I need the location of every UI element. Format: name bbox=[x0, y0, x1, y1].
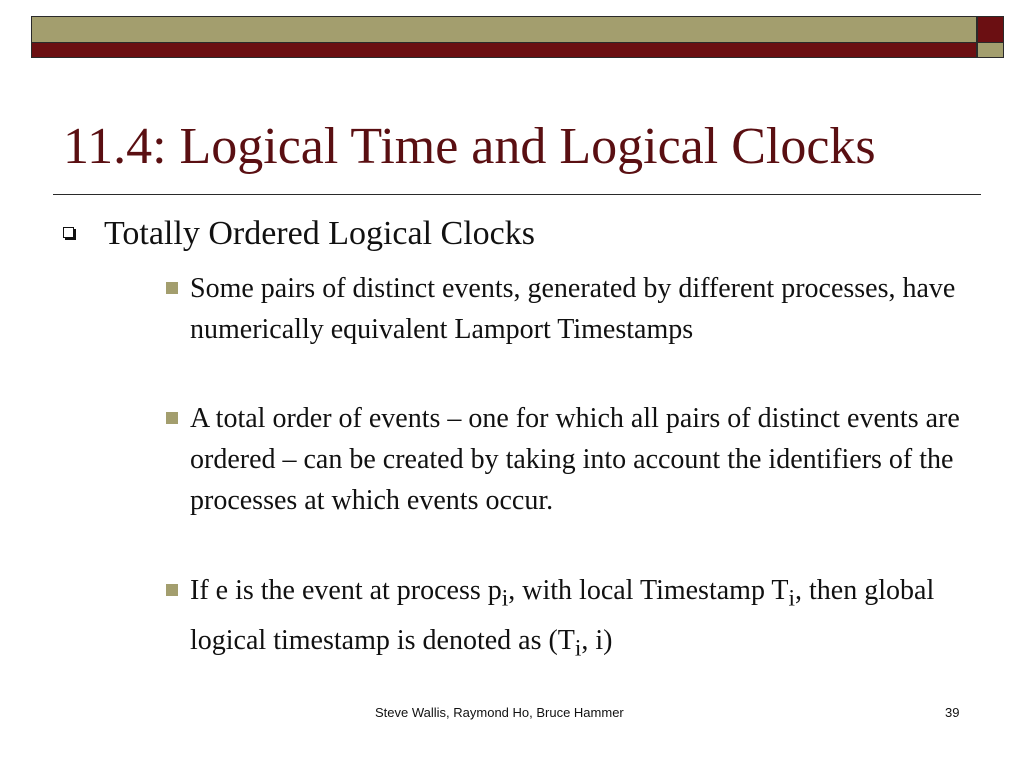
header-square-olive bbox=[977, 42, 1004, 58]
page-number: 39 bbox=[945, 705, 960, 720]
square-bullet-icon bbox=[166, 282, 178, 294]
b3-part4: , i) bbox=[581, 624, 613, 656]
sub-bullet-text-3 bbox=[190, 570, 966, 669]
square-bullet-icon bbox=[166, 584, 178, 596]
b3-part1: If e is the event at process p bbox=[190, 575, 502, 606]
b3-part2: , with local Timestamp T bbox=[508, 575, 789, 606]
b3-sub2: i bbox=[788, 585, 796, 612]
b3-sub3: i bbox=[574, 635, 582, 662]
box-bullet-icon bbox=[63, 227, 74, 238]
sub-bullet-item-3 bbox=[166, 570, 966, 669]
b3-part3: , then global logical timestamp is denoted as (T bbox=[190, 575, 935, 656]
sub-bullet-item-2 bbox=[166, 398, 966, 521]
footer-authors: Steve Wallis, Raymond Ho, Bruce Hammer bbox=[375, 705, 624, 720]
square-bullet-icon bbox=[166, 412, 178, 424]
sub-bullet-text-1: Some pairs of distinct events, generated by different processes, have numerically equivalent Lamport Timestamps bbox=[190, 273, 956, 345]
header-band-olive bbox=[31, 16, 977, 43]
title-divider bbox=[53, 194, 981, 195]
header-band-maroon bbox=[31, 42, 977, 58]
header-square-maroon bbox=[977, 16, 1004, 43]
heading-bullet-item bbox=[63, 214, 535, 255]
heading-text: Totally Ordered Logical Clocks bbox=[104, 215, 535, 252]
slide-title: 11.4: Logical Time and Logical Clocks bbox=[63, 118, 876, 175]
sub-bullet-item-1 bbox=[166, 268, 966, 350]
sub-bullet-text-2: A total order of events – one for which all pairs of distinct events are ordered – can be created by taking into account the identifiers of the processes at which events occur. bbox=[190, 403, 960, 516]
b3-sub1: i bbox=[501, 585, 509, 612]
